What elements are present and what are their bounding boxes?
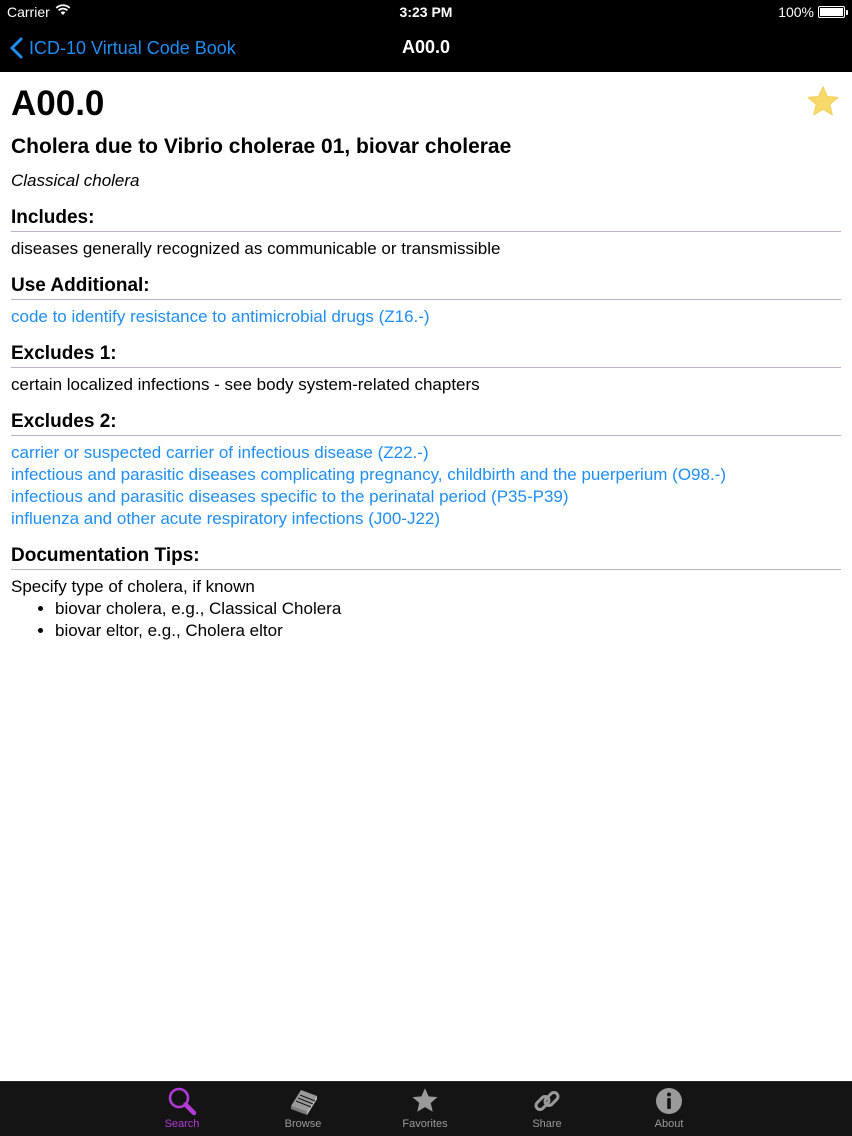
includes-heading: Includes: bbox=[11, 206, 841, 232]
tab-share[interactable] bbox=[507, 1082, 587, 1136]
includes-item: diseases generally recognized as communicable or transmissible bbox=[11, 239, 501, 258]
excludes2-heading: Excludes 2: bbox=[11, 410, 841, 436]
list-item: • biovar eltor, e.g., Cholera eltor bbox=[55, 620, 841, 642]
documentation-tips-intro: Specify type of cholera, if known bbox=[11, 577, 255, 596]
battery-icon bbox=[818, 6, 845, 18]
list-item: • biovar cholera, e.g., Classical Cholera bbox=[55, 598, 841, 620]
code-description: Cholera due to Vibrio cholerae 01, biovar cholerae bbox=[11, 135, 512, 158]
tab-search-label: Search bbox=[164, 1118, 200, 1130]
use-additional-body bbox=[11, 306, 841, 328]
excludes2-link[interactable]: carrier or suspected carrier of infectious disease (Z22.-) bbox=[11, 443, 429, 462]
book-icon bbox=[287, 1086, 319, 1116]
use-additional-link[interactable]: code to identify resistance to antimicrobial drugs (Z16.-) bbox=[11, 307, 430, 326]
tab-favorites[interactable] bbox=[385, 1082, 465, 1136]
code-heading: A00.0 bbox=[11, 84, 105, 123]
back-button-label: ICD-10 Virtual Code Book bbox=[29, 37, 236, 58]
tab-about[interactable] bbox=[629, 1082, 709, 1136]
documentation-tips-list bbox=[11, 598, 841, 642]
status-bar bbox=[0, 0, 852, 24]
documentation-tips-body bbox=[11, 576, 841, 642]
tab-about-label: About bbox=[654, 1118, 684, 1130]
nav-title: A00.0 bbox=[401, 37, 451, 57]
tab-bar bbox=[0, 1081, 852, 1136]
excludes1-heading: Excludes 1: bbox=[11, 342, 841, 368]
search-icon bbox=[166, 1086, 198, 1116]
tab-search[interactable] bbox=[142, 1082, 222, 1136]
carrier-label: Carrier bbox=[7, 4, 50, 20]
link-icon bbox=[531, 1086, 563, 1116]
code-detail bbox=[0, 72, 852, 1081]
status-time: 3:23 PM bbox=[399, 4, 453, 20]
tab-share-label: Share bbox=[532, 1118, 562, 1130]
alternate-term: Classical cholera bbox=[11, 171, 140, 190]
excludes1-body bbox=[11, 374, 841, 396]
includes-body bbox=[11, 238, 841, 260]
excludes2-link[interactable]: infectious and parasitic diseases specific to the perinatal period (P35-P39) bbox=[11, 487, 569, 506]
use-additional-heading: Use Additional: bbox=[11, 274, 841, 300]
info-icon bbox=[653, 1086, 685, 1116]
excludes1-item: certain localized infections - see body system-related chapters bbox=[11, 375, 480, 394]
favorite-star-icon[interactable] bbox=[805, 84, 841, 120]
documentation-tips-heading: Documentation Tips: bbox=[11, 544, 841, 570]
excludes2-body bbox=[11, 442, 841, 530]
battery-percent: 100% bbox=[778, 4, 814, 20]
tab-browse[interactable] bbox=[263, 1082, 343, 1136]
excludes2-link[interactable]: infectious and parasitic diseases complicating pregnancy, childbirth and the puerperium (O98.-) bbox=[11, 465, 727, 484]
tab-browse-label: Browse bbox=[284, 1118, 322, 1130]
navigation-bar bbox=[0, 24, 852, 72]
star-icon bbox=[409, 1086, 441, 1116]
tab-favorites-label: Favorites bbox=[402, 1118, 448, 1130]
top-bar bbox=[0, 0, 852, 72]
excludes2-link[interactable]: influenza and other acute respiratory infections (J00-J22) bbox=[11, 509, 441, 528]
